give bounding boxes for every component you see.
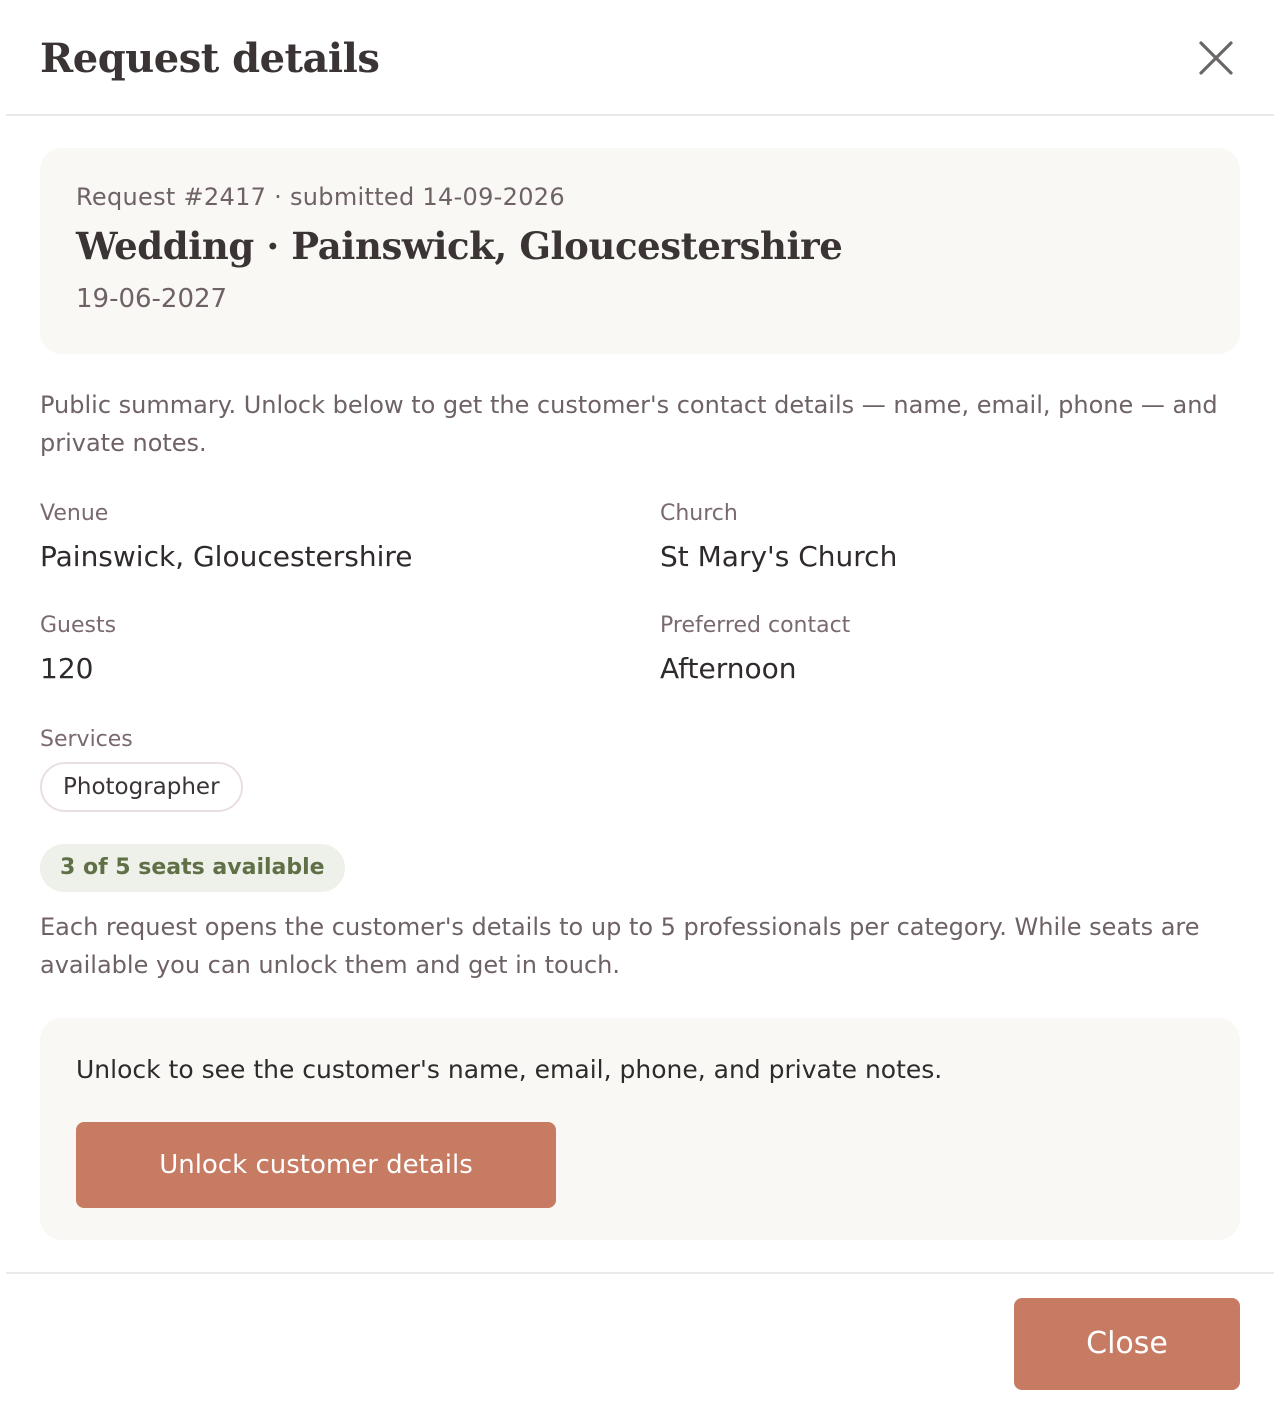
seats-explanation: Each request opens the customer's details to up to 5 professionals per category. While seats are available you can unlock them and get in touch. xyxy=(40,913,1200,979)
church-label: Church xyxy=(660,501,738,526)
header-divider xyxy=(6,114,1274,116)
modal-title: Request details xyxy=(40,35,380,82)
services-label: Services xyxy=(40,727,133,752)
unlock-description: Unlock to see the customer's name, email, phone, and private notes. xyxy=(76,1055,943,1084)
preferred-contact-label: Preferred contact xyxy=(660,613,851,638)
guests-label: Guests xyxy=(40,613,117,638)
close-x-icon[interactable] xyxy=(1190,32,1242,84)
church-value: St Mary's Church xyxy=(660,540,898,573)
guests-value: 120 xyxy=(40,652,94,685)
event-date: 19-06-2027 xyxy=(76,284,228,314)
close-button[interactable]: Close xyxy=(1014,1298,1240,1390)
public-summary-intro: Public summary. Unlock below to get the customer's contact details — name, email, phone — and private notes. xyxy=(40,391,1218,457)
venue-label: Venue xyxy=(40,501,109,526)
close-x-icon-graphic xyxy=(1190,32,1242,84)
request-title: Wedding · Painswick, Gloucestershire xyxy=(76,224,843,268)
request-meta: Request #2417 · submitted 14-09-2026 xyxy=(76,183,565,211)
unlock-card xyxy=(40,1018,1240,1240)
modal-header xyxy=(0,0,1280,116)
service-chip: Photographer xyxy=(40,762,243,812)
footer-divider xyxy=(6,1272,1274,1274)
preferred-contact-value: Afternoon xyxy=(660,652,797,685)
venue-value: Painswick, Gloucestershire xyxy=(40,540,413,573)
request-summary-card xyxy=(40,148,1240,354)
seats-available-badge: 3 of 5 seats available xyxy=(40,844,345,892)
unlock-customer-details-button[interactable]: Unlock customer details xyxy=(76,1122,556,1208)
